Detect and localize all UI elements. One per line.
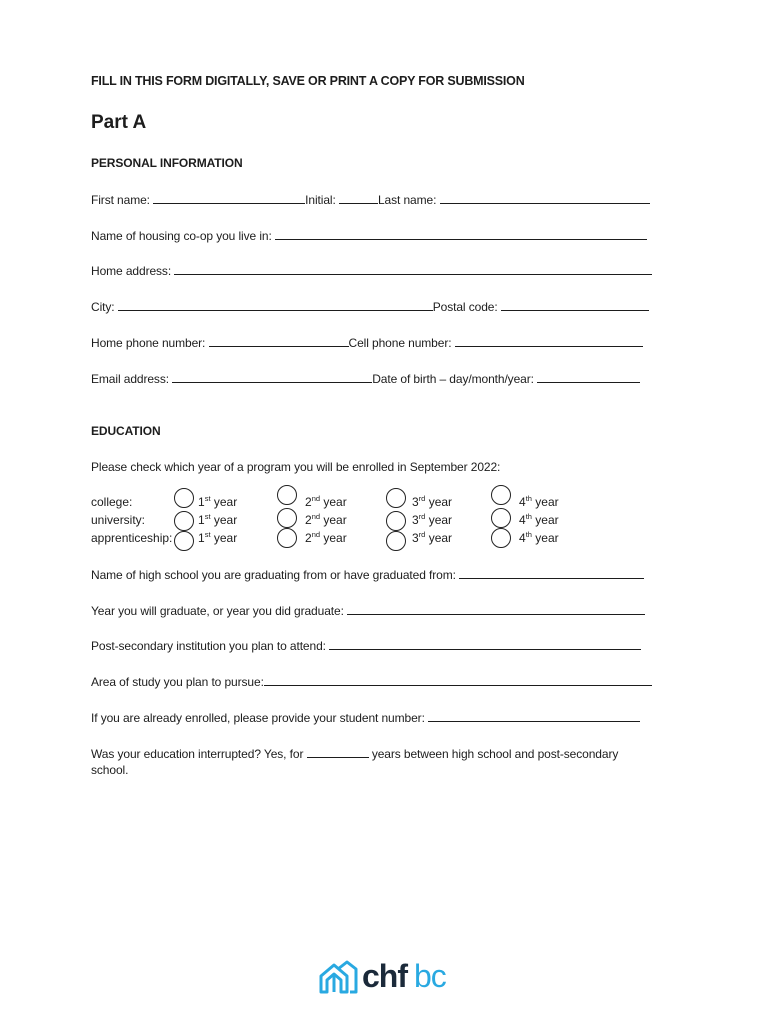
radio-college-year-4[interactable]: [491, 485, 511, 505]
year-ordinal-suffix: nd: [311, 494, 321, 503]
year-word: year: [428, 513, 453, 527]
personal-info-heading: PERSONAL INFORMATION: [91, 156, 243, 170]
radio-apprenticeship-year-2[interactable]: [277, 528, 297, 548]
year-ordinal-suffix: nd: [311, 530, 321, 539]
area-row: [91, 674, 652, 689]
grad-year-field[interactable]: [347, 603, 645, 615]
program-label-apprenticeship: apprenticeship:: [91, 531, 173, 545]
year-number: 2: [305, 495, 312, 509]
year-label-apprenticeship-2: [305, 530, 347, 545]
initial-label: Initial:: [305, 193, 336, 207]
year-number: 4: [519, 513, 526, 527]
address-row: [91, 263, 652, 278]
home-phone-field[interactable]: [209, 335, 349, 347]
year-ordinal-suffix: st: [204, 512, 211, 521]
year-ordinal-suffix: rd: [418, 530, 426, 539]
interrupted-label-cont: years between high school and post-secondary: [371, 747, 619, 761]
first-name-field[interactable]: [153, 192, 305, 204]
logo-text-chf: chf: [362, 958, 407, 994]
last-name-label: Last name:: [377, 193, 437, 207]
grad-year-row: [91, 603, 645, 618]
coop-field[interactable]: [275, 228, 647, 240]
grad-year-label: Year you will graduate, or year you did graduate:: [91, 604, 344, 618]
city-field[interactable]: [118, 299, 433, 311]
year-number: 3: [412, 531, 419, 545]
institution-label: Post-secondary institution you plan to attend:: [91, 639, 326, 653]
radio-apprenticeship-year-4[interactable]: [491, 528, 511, 548]
radio-university-year-1[interactable]: [174, 511, 194, 531]
institution-row: [91, 638, 641, 653]
radio-university-year-3[interactable]: [386, 511, 406, 531]
year-word: year: [213, 531, 238, 545]
postal-code-label: Postal code:: [432, 300, 498, 314]
year-word: year: [535, 513, 559, 527]
high-school-row: [91, 567, 644, 582]
city-row: [91, 299, 649, 314]
last-name-field[interactable]: [440, 192, 650, 204]
year-number: 3: [412, 513, 419, 527]
radio-apprenticeship-year-3[interactable]: [386, 531, 406, 551]
year-ordinal-suffix: th: [525, 494, 532, 503]
coop-label: Name of housing co-op you live in:: [91, 229, 272, 243]
year-word: year: [535, 531, 559, 545]
year-ordinal-suffix: th: [525, 512, 532, 521]
interrupted-row-end: school.: [91, 763, 129, 777]
year-label-university-1: [198, 512, 237, 527]
year-label-college-2: [305, 494, 347, 509]
interrupted-label: Was your education interrupted? Yes, for: [91, 747, 304, 761]
part-title: Part A: [91, 112, 147, 133]
home-phone-label: Home phone number:: [91, 336, 206, 350]
postal-code-field[interactable]: [501, 299, 649, 311]
initial-field[interactable]: [339, 192, 378, 204]
year-label-university-3: [412, 512, 452, 527]
high-school-field[interactable]: [459, 567, 644, 579]
radio-college-year-2[interactable]: [277, 485, 297, 505]
year-ordinal-suffix: th: [525, 530, 532, 539]
year-ordinal-suffix: rd: [418, 494, 426, 503]
home-address-field[interactable]: [174, 263, 652, 275]
dob-label: Date of birth – day/month/year:: [372, 372, 534, 386]
year-number: 2: [305, 513, 312, 527]
city-label: City:: [91, 300, 115, 314]
year-number: 1: [198, 495, 205, 509]
form-instructions: FILL IN THIS FORM DIGITALLY, SAVE OR PRINT A COPY FOR SUBMISSION: [91, 74, 525, 88]
year-number: 4: [519, 531, 526, 545]
year-ordinal-suffix: nd: [311, 512, 321, 521]
year-word: year: [213, 513, 238, 527]
interrupted-row: [91, 746, 618, 761]
student-number-field[interactable]: [428, 710, 640, 722]
email-field[interactable]: [172, 371, 372, 383]
email-row: [91, 371, 640, 386]
email-label: Email address:: [91, 372, 169, 386]
chfbc-logo: [318, 958, 453, 998]
year-label-university-2: [305, 512, 347, 527]
logo-text-bc: bc: [414, 958, 446, 994]
year-ordinal-suffix: st: [204, 494, 211, 503]
radio-college-year-3[interactable]: [386, 488, 406, 508]
year-number: 2: [305, 531, 312, 545]
year-word: year: [323, 495, 347, 509]
year-word: year: [213, 495, 238, 509]
year-number: 3: [412, 495, 419, 509]
year-ordinal-suffix: rd: [418, 512, 426, 521]
name-row: [91, 192, 650, 207]
year-label-college-3: [412, 494, 452, 509]
year-number: 4: [519, 495, 526, 509]
year-label-apprenticeship-1: [198, 530, 237, 545]
student-number-label: If you are already enrolled, please provide your student number:: [91, 711, 425, 725]
home-address-label: Home address:: [91, 264, 172, 278]
year-label-college-4: [519, 494, 559, 509]
year-label-university-4: [519, 512, 559, 527]
cell-phone-field[interactable]: [455, 335, 643, 347]
dob-field[interactable]: [537, 371, 640, 383]
year-word: year: [323, 531, 347, 545]
high-school-label: Name of high school you are graduating from or have graduated from:: [91, 568, 456, 582]
area-field[interactable]: [264, 674, 652, 686]
interrupted-years-field[interactable]: [307, 746, 369, 758]
enrollment-prompt: Please check which year of a program you will be enrolled in September 2022:: [91, 460, 501, 474]
year-ordinal-suffix: st: [204, 530, 211, 539]
radio-college-year-1[interactable]: [174, 488, 194, 508]
year-label-college-1: [198, 494, 237, 509]
radio-university-year-4[interactable]: [491, 508, 511, 528]
year-number: 1: [198, 531, 205, 545]
year-word: year: [535, 495, 559, 509]
coop-row: [91, 228, 647, 243]
program-label-college: college:: [91, 495, 133, 509]
first-name-label: First name:: [91, 193, 150, 207]
cell-phone-label: Cell phone number:: [348, 336, 452, 350]
program-label-university: university:: [91, 513, 146, 527]
institution-field[interactable]: [329, 638, 641, 650]
year-number: 1: [198, 513, 205, 527]
phone-row: [91, 335, 643, 350]
student-number-row: [91, 710, 640, 725]
year-label-apprenticeship-4: [519, 530, 559, 545]
year-word: year: [323, 513, 347, 527]
year-word: year: [428, 531, 453, 545]
year-label-apprenticeship-3: [412, 530, 452, 545]
radio-university-year-2[interactable]: [277, 508, 297, 528]
radio-apprenticeship-year-1[interactable]: [174, 531, 194, 551]
area-label: Area of study you plan to pursue:: [91, 675, 264, 689]
education-heading: EDUCATION: [91, 424, 161, 438]
year-word: year: [428, 495, 453, 509]
